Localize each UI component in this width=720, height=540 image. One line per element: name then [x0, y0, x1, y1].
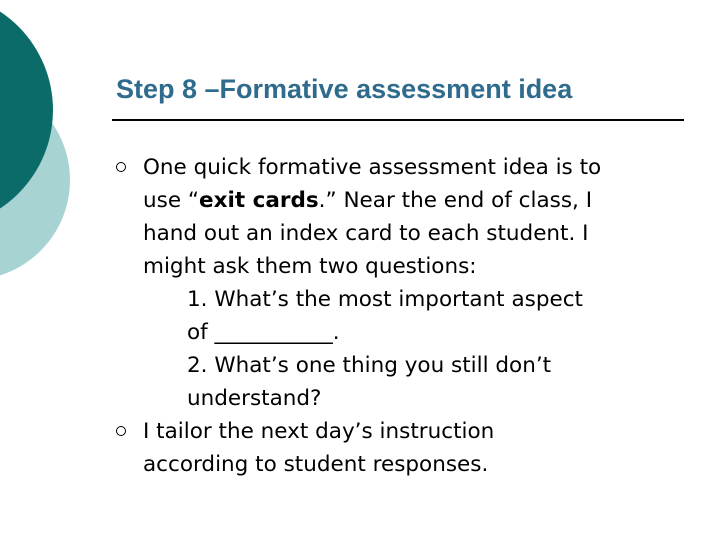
bullet-item-tailor-instruction [116, 415, 696, 481]
text-line: One quick formative assessment idea is to [143, 155, 602, 180]
text-line: according to student responses. [143, 452, 489, 477]
text-line: I tailor the next day’s instruction [143, 419, 495, 444]
text-line: use “exit cards.” Near the end of class, I [143, 188, 593, 213]
question-line: 2. What’s one thing you still don’t [187, 353, 552, 378]
question-line: 1. What’s the most important aspect [187, 287, 583, 312]
bullet-list [116, 151, 696, 481]
slide-title: Step 8 –Formative assessment idea [116, 74, 573, 104]
title-underline [112, 119, 684, 121]
exit-cards-term: exit cards [199, 188, 319, 213]
text-line: hand out an index card to each student. I [143, 221, 589, 246]
text-line: might ask them two questions: [143, 254, 477, 279]
question-line: understand? [187, 386, 322, 411]
question-line: of ___________. [187, 320, 340, 345]
hollow-circle-bullet-icon [116, 162, 126, 172]
bullet-item-exit-cards [116, 151, 696, 415]
hollow-circle-bullet-icon [116, 426, 126, 436]
decorative-circles [0, 0, 80, 290]
